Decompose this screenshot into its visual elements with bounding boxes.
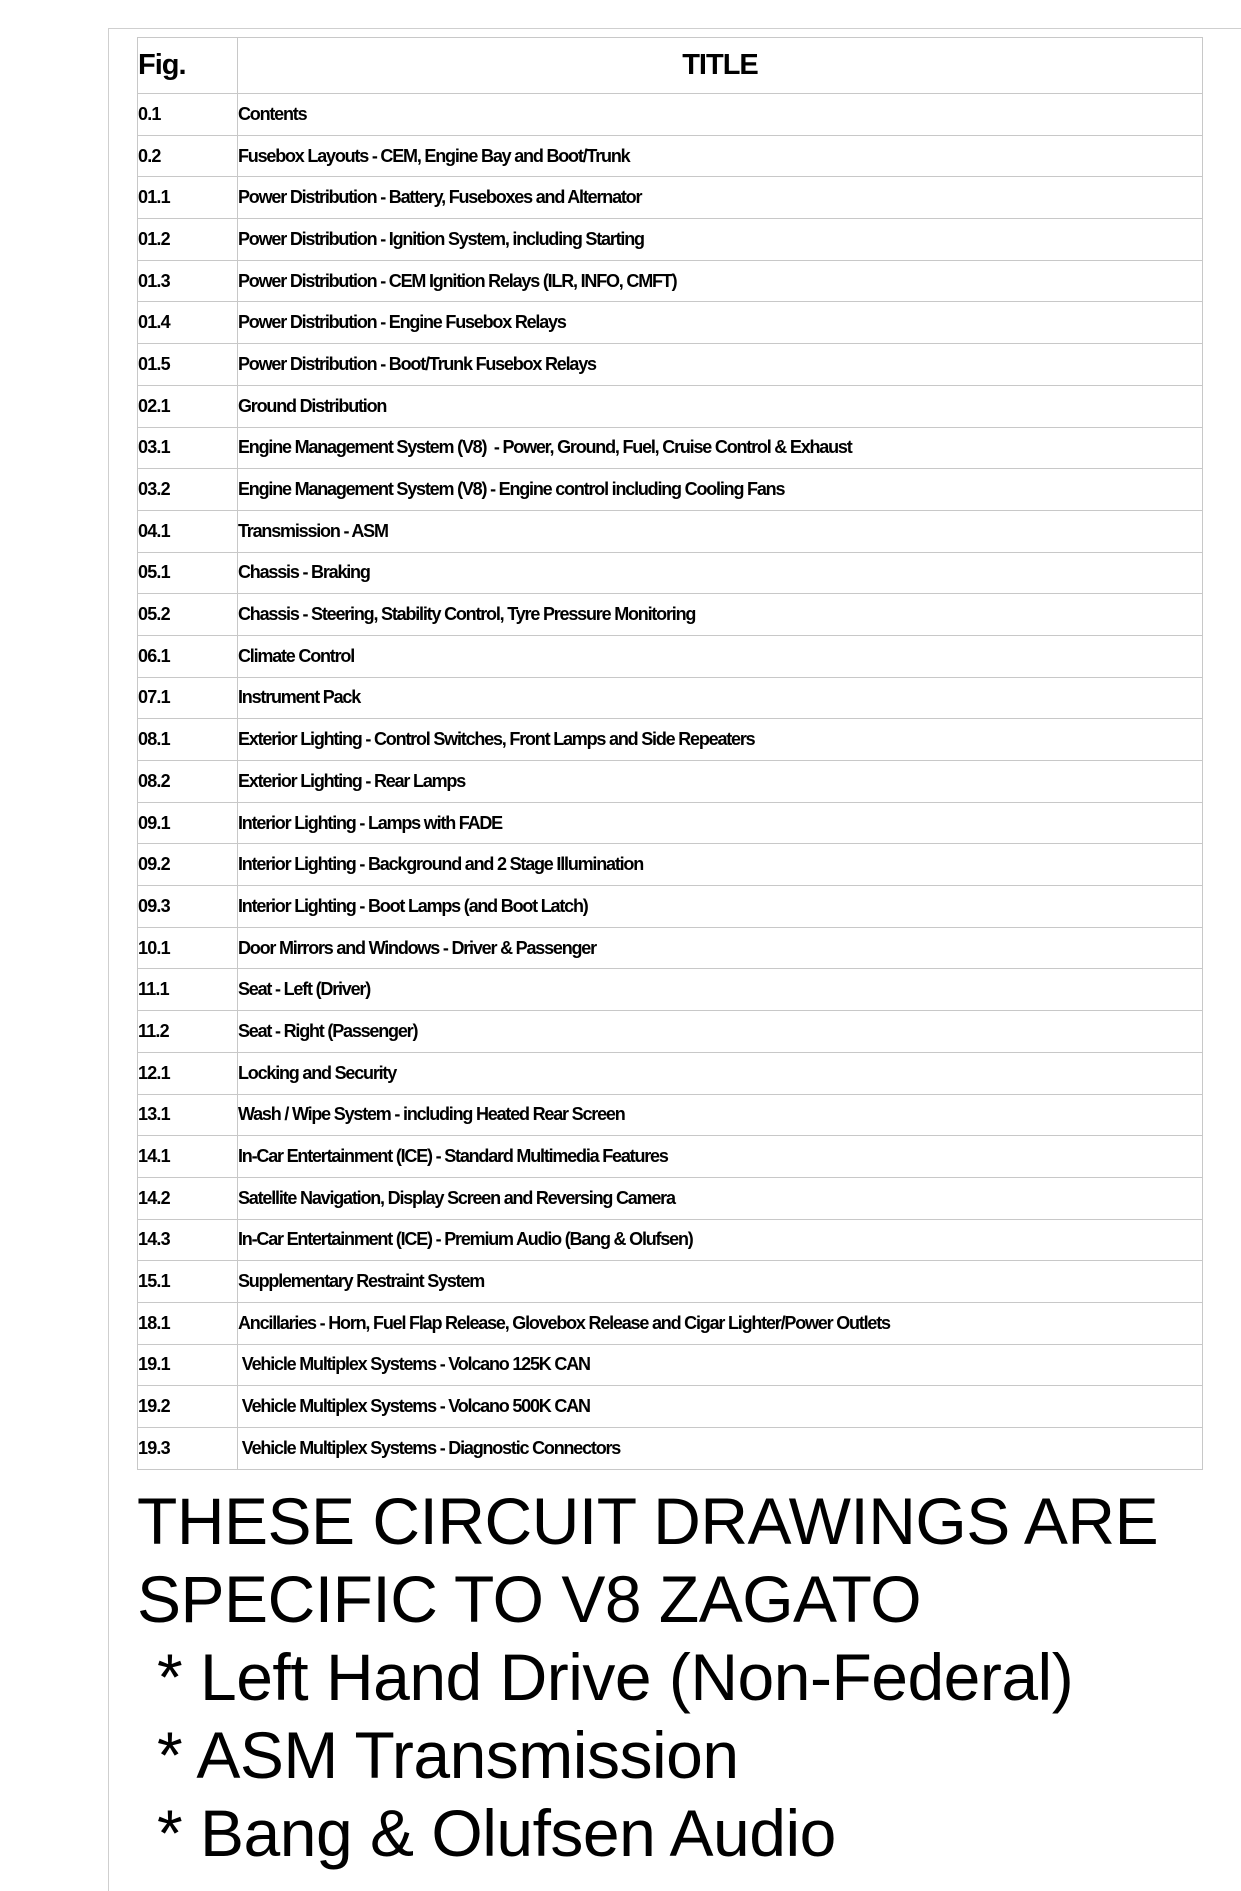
fig-title: Door Mirrors and Windows - Driver & Passenger [238, 927, 1203, 969]
fig-number: 05.2 [138, 594, 238, 636]
fig-title: Vehicle Multiplex Systems - Volcano 125K CAN [238, 1344, 1203, 1386]
table-row [138, 1094, 1203, 1136]
notice-line-2: SPECIFIC TO V8 ZAGATO [137, 1562, 922, 1636]
fig-title: Satellite Navigation, Display Screen and Reversing Camera [238, 1177, 1203, 1219]
title-column-header: TITLE [238, 38, 1203, 94]
fig-title: Supplementary Restraint System [238, 1261, 1203, 1303]
fig-title: Interior Lighting - Boot Lamps (and Boot Latch) [238, 886, 1203, 928]
fig-title: Power Distribution - Engine Fusebox Relays [238, 302, 1203, 344]
fig-title: Ancillaries - Horn, Fuel Flap Release, Glovebox Release and Cigar Lighter/Power Outlets [238, 1302, 1203, 1344]
fig-title: Seat - Left (Driver) [238, 969, 1203, 1011]
notice-bullet-left-hand-drive: * Left Hand Drive (Non-Federal) [157, 1640, 1074, 1714]
fig-title: Exterior Lighting - Rear Lamps [238, 761, 1203, 803]
fig-title: Vehicle Multiplex Systems - Volcano 500K CAN [238, 1386, 1203, 1428]
table-row [138, 552, 1203, 594]
table-row [138, 802, 1203, 844]
table-body [138, 94, 1203, 1470]
fig-number: 10.1 [138, 927, 238, 969]
fig-number: 05.1 [138, 552, 238, 594]
fig-title: Contents [238, 94, 1203, 136]
fig-title: Transmission - ASM [238, 510, 1203, 552]
table-row [138, 677, 1203, 719]
table-row [138, 469, 1203, 511]
table-row [138, 1386, 1203, 1428]
fig-title: Instrument Pack [238, 677, 1203, 719]
table-row [138, 260, 1203, 302]
fig-number: 19.2 [138, 1386, 238, 1428]
notice-bullet-audio: * Bang & Olufsen Audio [157, 1796, 836, 1870]
fig-number: 01.2 [138, 219, 238, 261]
fig-number: 03.2 [138, 469, 238, 511]
fig-number: 09.1 [138, 802, 238, 844]
fig-number: 14.3 [138, 1219, 238, 1261]
fig-column-header: Fig. [138, 38, 238, 94]
table-row [138, 219, 1203, 261]
table-row [138, 886, 1203, 928]
table-row [138, 1177, 1203, 1219]
fig-title: Interior Lighting - Background and 2 Stage Illumination [238, 844, 1203, 886]
table-row [138, 1302, 1203, 1344]
table-row [138, 719, 1203, 761]
table-row [138, 927, 1203, 969]
fig-title: Ground Distribution [238, 385, 1203, 427]
fig-number: 12.1 [138, 1052, 238, 1094]
fig-title: In-Car Entertainment (ICE) - Standard Multimedia Features [238, 1136, 1203, 1178]
fig-title: Seat - Right (Passenger) [238, 1011, 1203, 1053]
fig-title: Interior Lighting - Lamps with FADE [238, 802, 1203, 844]
table-row [138, 427, 1203, 469]
table-row [138, 94, 1203, 136]
fig-title: Exterior Lighting - Control Switches, Front Lamps and Side Repeaters [238, 719, 1203, 761]
fig-number: 09.3 [138, 886, 238, 928]
fig-title: Power Distribution - Ignition System, including Starting [238, 219, 1203, 261]
fig-title: Power Distribution - CEM Ignition Relays (ILR, INFO, CMFT) [238, 260, 1203, 302]
fig-number: 01.1 [138, 177, 238, 219]
fig-title: Locking and Security [238, 1052, 1203, 1094]
fig-number: 08.1 [138, 719, 238, 761]
fig-number: 14.1 [138, 1136, 238, 1178]
contents-table [137, 37, 1203, 1470]
table-header-row [138, 38, 1203, 94]
table-row [138, 1219, 1203, 1261]
fig-number: 06.1 [138, 635, 238, 677]
fig-number: 11.1 [138, 969, 238, 1011]
table-row [138, 1136, 1203, 1178]
fig-number: 01.3 [138, 260, 238, 302]
table-row [138, 969, 1203, 1011]
fig-number: 07.1 [138, 677, 238, 719]
fig-number: 09.2 [138, 844, 238, 886]
fig-title: Power Distribution - Boot/Trunk Fusebox Relays [238, 344, 1203, 386]
fig-title: Chassis - Braking [238, 552, 1203, 594]
fig-title: Engine Management System (V8) - Power, Ground, Fuel, Cruise Control & Exhaust [238, 427, 1203, 469]
table-row [138, 1052, 1203, 1094]
fig-title: Power Distribution - Battery, Fuseboxes and Alternator [238, 177, 1203, 219]
table-row [138, 635, 1203, 677]
fig-number: 19.3 [138, 1428, 238, 1470]
fig-number: 13.1 [138, 1094, 238, 1136]
fig-number: 19.1 [138, 1344, 238, 1386]
fig-number: 0.1 [138, 94, 238, 136]
fig-number: 14.2 [138, 1177, 238, 1219]
fig-number: 01.5 [138, 344, 238, 386]
fig-title: Engine Management System (V8) - Engine control including Cooling Fans [238, 469, 1203, 511]
fig-number: 01.4 [138, 302, 238, 344]
table-row [138, 594, 1203, 636]
table-row [138, 385, 1203, 427]
fig-title: Wash / Wipe System - including Heated Rear Screen [238, 1094, 1203, 1136]
fig-number: 03.1 [138, 427, 238, 469]
notice-line-1: THESE CIRCUIT DRAWINGS ARE [137, 1484, 1159, 1558]
table-row [138, 1428, 1203, 1470]
table-row [138, 510, 1203, 552]
fig-number: 18.1 [138, 1302, 238, 1344]
fig-title: Climate Control [238, 635, 1203, 677]
specification-notice [137, 1482, 1217, 1872]
fig-number: 11.2 [138, 1011, 238, 1053]
table-row [138, 177, 1203, 219]
fig-title: In-Car Entertainment (ICE) - Premium Audio (Bang & Olufsen) [238, 1219, 1203, 1261]
table-row [138, 1011, 1203, 1053]
fig-number: 15.1 [138, 1261, 238, 1303]
table-row [138, 844, 1203, 886]
fig-number: 0.2 [138, 135, 238, 177]
fig-number: 02.1 [138, 385, 238, 427]
table-row [138, 302, 1203, 344]
table-row [138, 1261, 1203, 1303]
fig-title: Vehicle Multiplex Systems - Diagnostic Connectors [238, 1428, 1203, 1470]
fig-title: Fusebox Layouts - CEM, Engine Bay and Boot/Trunk [238, 135, 1203, 177]
table-row [138, 1344, 1203, 1386]
notice-bullet-asm-transmission: * ASM Transmission [157, 1718, 739, 1792]
table-row [138, 761, 1203, 803]
fig-title: Chassis - Steering, Stability Control, Tyre Pressure Monitoring [238, 594, 1203, 636]
fig-number: 08.2 [138, 761, 238, 803]
table-row [138, 135, 1203, 177]
fig-number: 04.1 [138, 510, 238, 552]
table-row [138, 344, 1203, 386]
